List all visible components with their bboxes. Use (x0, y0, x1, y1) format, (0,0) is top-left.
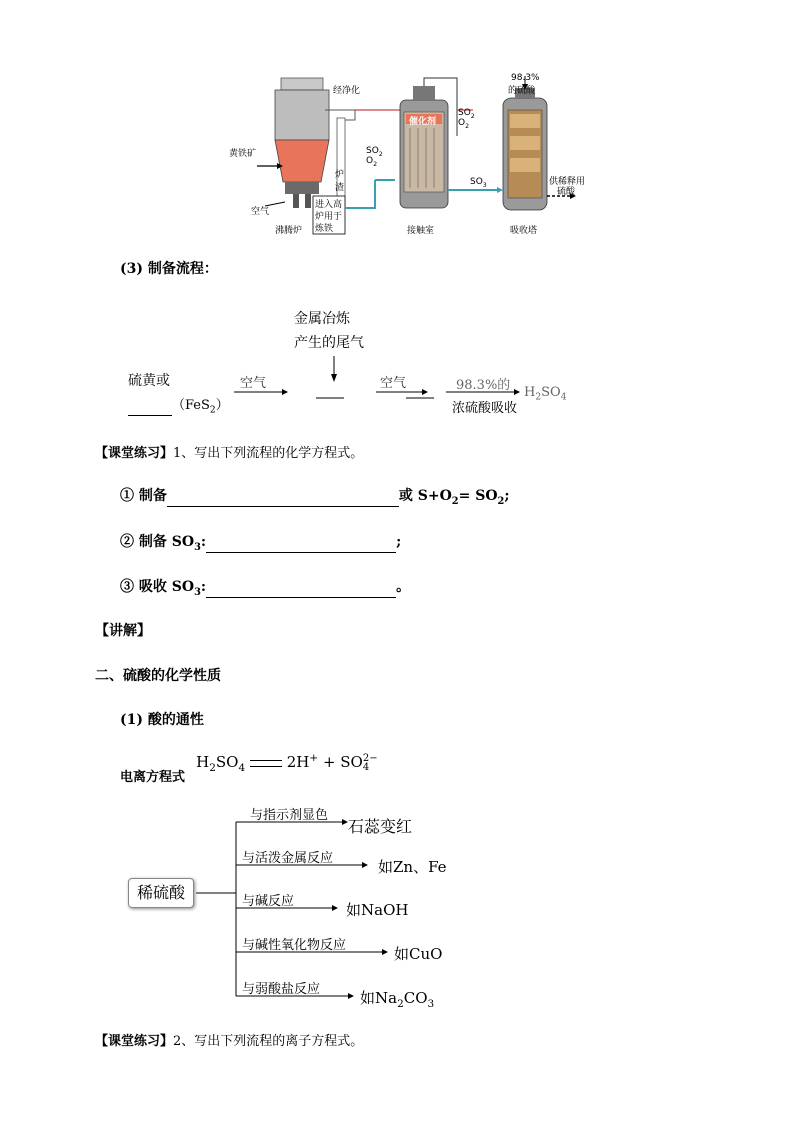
acid-label: 的硫酸 (508, 86, 536, 96)
acid-properties-heading: (1) 酸的通性 (120, 712, 204, 728)
product-label: $H_2SO_4$ (524, 385, 567, 403)
dilute-label-1: 供稀释用 (549, 177, 586, 187)
mindmap-root: 稀硫酸 (128, 878, 194, 908)
air-label: 空气 (251, 207, 270, 217)
slag-note-1: 进入高 (315, 200, 343, 210)
practice1-line: 【课堂练习】1、写出下列流程的化学方程式。 (95, 446, 364, 461)
so2-outlet-label: $SO_2$ (458, 108, 475, 120)
start-material-label: 硫黄或 (128, 373, 170, 389)
branch-label-indicator: 与指示剂显色 (250, 808, 329, 823)
pyrite-label: 黄铁矿 (229, 149, 257, 159)
branch-example-oxide: 如CuO (394, 945, 443, 963)
item3-line: ③ 吸收 $SO_3$: 。 (120, 579, 411, 598)
air-label-2: 空气 (380, 376, 407, 391)
acid-percent-label: 98.3%的 (456, 378, 511, 393)
so2-inlet-label: $SO_2$ (366, 146, 383, 158)
metal-smelting-label: 金属冶炼 (294, 311, 350, 327)
dilute-label-2: 硫酸 (557, 187, 576, 197)
o2-inlet-label: $O_2$ (366, 156, 378, 168)
flow-diagram (126, 300, 586, 420)
lecture-heading: 【讲解】 (95, 623, 151, 639)
ionization-line (120, 752, 378, 785)
branch-label-salt: 与弱酸盐反应 (242, 982, 321, 997)
item2-line: ② 制备 $SO_3$: ; (120, 534, 402, 553)
o2-outlet-label: $O_2$ (458, 118, 470, 130)
tail-gas-label: 产生的尾气 (294, 335, 364, 351)
branch-label-base: 与碱反应 (242, 894, 295, 909)
branch-label-metal: 与活泼金属反应 (242, 851, 334, 866)
ionization-label: 电离方程式 (120, 770, 186, 785)
item1-line: ① 制备 或 $S+O_2= SO_2$; (120, 488, 510, 507)
branch-example-metal: 如Zn、Fe (378, 858, 447, 876)
item3-blank[interactable] (206, 583, 396, 598)
item1-blank[interactable] (167, 492, 399, 507)
acid-absorb-label: 浓硫酸吸收 (452, 401, 518, 416)
acid-percent-label: 98.3% (511, 73, 540, 83)
slag-label-2: 渣 (335, 183, 345, 193)
section3-heading: (3) 制备流程： (120, 261, 218, 277)
absorption-tower-label: 吸收塔 (510, 226, 538, 236)
catalyst-label: 催化剂 (409, 117, 437, 127)
branch-example-salt: 如$Na_2CO_3$ (360, 989, 435, 1010)
branch-example-base: 如NaOH (346, 901, 409, 919)
ionization-equation: $H_2SO_4$ 2H+ + SO 2− 4 (196, 752, 378, 774)
branch-example-indicator: 石蕊变红 (348, 817, 413, 836)
item2-blank[interactable] (206, 538, 396, 553)
start-material-blank: （FeS$_2$） (128, 394, 229, 416)
air-label-1: 空气 (240, 376, 267, 391)
branch-label-oxide: 与碱性氧化物反应 (242, 938, 347, 953)
purified-label: 经净化 (333, 86, 361, 96)
so3-label: $SO_3$ (470, 177, 487, 189)
practice2-line: 【课堂练习】2、写出下列流程的离子方程式。 (95, 1034, 364, 1049)
process-figure (225, 70, 585, 240)
slag-note-2: 炉用于 (315, 212, 343, 222)
slag-label-1: 炉 (335, 170, 345, 180)
slag-note-3: 炼铁 (315, 224, 334, 234)
furnace-label: 沸腾炉 (275, 226, 303, 236)
contact-room-label: 接触室 (407, 226, 435, 236)
section2-heading: 二、硫酸的化学性质 (95, 668, 221, 684)
mindmap (124, 800, 464, 1010)
